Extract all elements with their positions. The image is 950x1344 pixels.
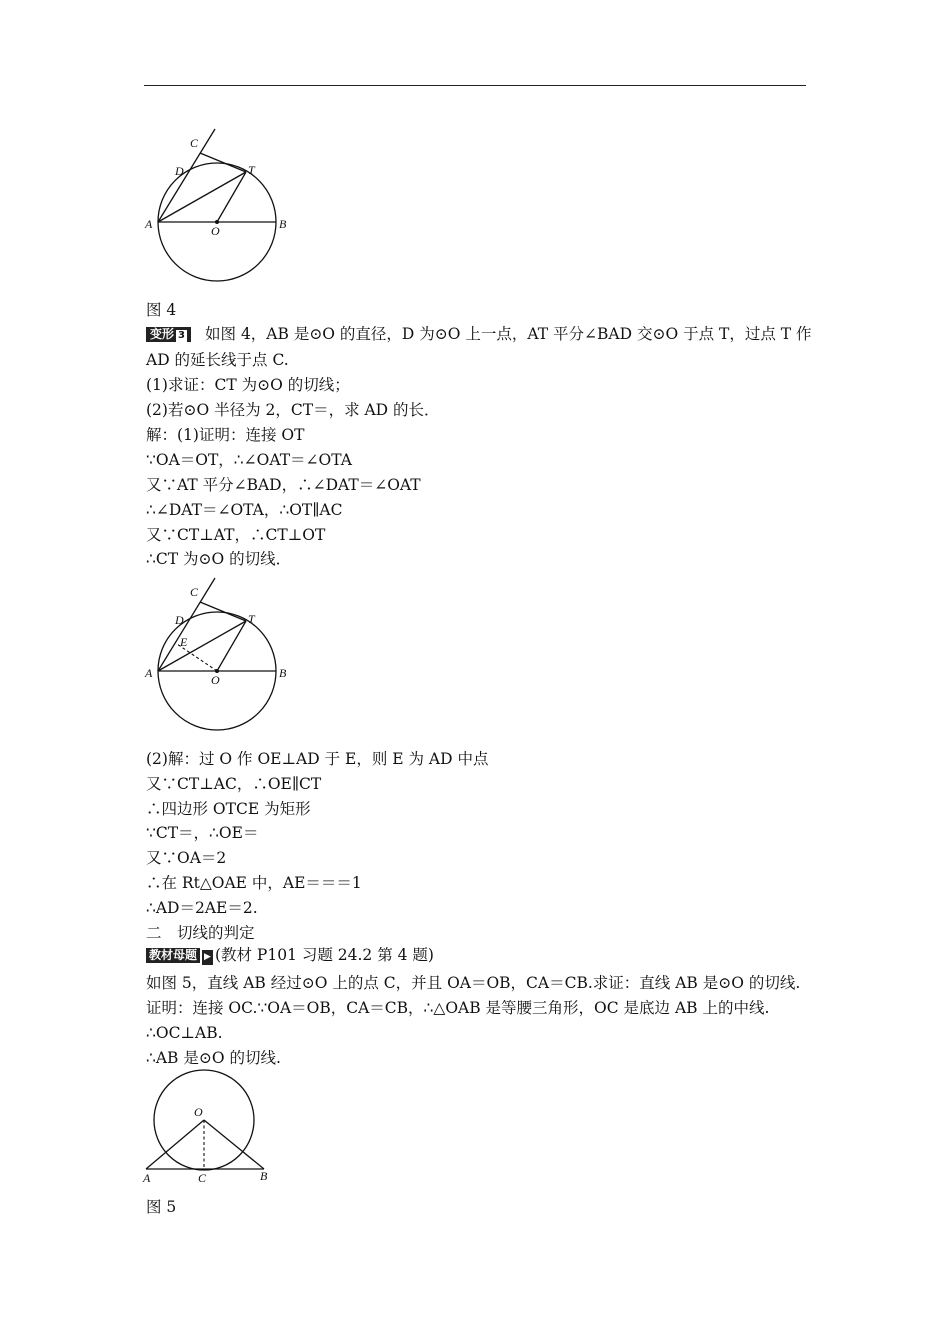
textbook-line-1: 证明：连接 OC.∵OA＝OB，CA＝CB，∴△OAB 是等腰三角形，OC 是底边 AB 上的中线. bbox=[146, 999, 770, 1017]
figure-5-diagram bbox=[140, 1068, 280, 1188]
problem-line-8: 又∵CT⊥AT，∴CT⊥OT bbox=[146, 526, 326, 544]
label-t: T bbox=[248, 163, 255, 177]
line-ac bbox=[158, 578, 215, 671]
section-title: 二 切线的判定 bbox=[146, 924, 255, 942]
figure-4-diagram bbox=[140, 125, 300, 290]
problem-line-0: 变形 3 如图 4，AB 是⊙O 的直径，D 为⊙O 上一点，AT 平分∠BAD 交⊙O 于点 T，过点 T 作 bbox=[146, 324, 812, 344]
problem-line-6: 又∵AT 平分∠BAD，∴∠DAT＝∠OAT bbox=[146, 476, 421, 494]
label-c: C bbox=[190, 585, 199, 599]
label-d: D bbox=[175, 613, 184, 627]
label-t: T bbox=[248, 612, 255, 626]
solution2-line-6: ∴AD＝2AE＝2. bbox=[146, 899, 258, 917]
textbook-line-0: 如图 5，直线 AB 经过⊙O 上的点 C，并且 OA＝OB，CA＝CB.求证：直线 AB 是⊙O 的切线. bbox=[146, 974, 801, 992]
problem-line-9: ∴CT 为⊙O 的切线． bbox=[146, 550, 292, 568]
label-c: C bbox=[198, 1171, 207, 1185]
textbook-badge: 教材母题 bbox=[146, 948, 200, 963]
label-b: B bbox=[260, 1169, 268, 1183]
label-a: A bbox=[143, 1171, 151, 1185]
problem-line-4: 解：(1)证明：连接 OT bbox=[146, 426, 305, 444]
label-b: B bbox=[279, 217, 287, 231]
label-a: A bbox=[145, 217, 153, 231]
line-ct bbox=[200, 153, 246, 172]
line-at bbox=[158, 172, 246, 222]
line-ob bbox=[204, 1120, 264, 1169]
solution2-line-4: 又∵OA＝2 bbox=[146, 849, 227, 867]
label-o: O bbox=[211, 224, 220, 238]
solution2-line-1: 又∵CT⊥AC，∴OE∥CT bbox=[146, 775, 322, 793]
figure-e-diagram bbox=[140, 574, 300, 739]
solution2-line-0: (2)解：过 O 作 OE⊥AD 于 E，则 E 为 AD 中点 bbox=[146, 750, 489, 768]
play-arrow-icon: ▶ bbox=[202, 950, 213, 965]
textbook-line-3: ∴AB 是⊙O 的切线. bbox=[146, 1049, 281, 1067]
line-ct bbox=[200, 602, 246, 621]
figure-4-caption: 图 4 bbox=[146, 301, 177, 319]
label-c: C bbox=[190, 136, 199, 150]
line-at bbox=[158, 621, 246, 671]
solution2-line-3: ∵CT＝，∴OE＝ bbox=[146, 824, 259, 842]
label-o: O bbox=[211, 673, 220, 687]
problem-line-1: AD 的延长线于点 C. bbox=[146, 351, 289, 369]
figure-5-caption: 图 5 bbox=[146, 1198, 177, 1216]
textbook-source-line: 教材母题 ▶ (教材 P101 习题 24.2 第 4 题) bbox=[146, 945, 434, 965]
header-rule bbox=[144, 85, 806, 86]
label-e: E bbox=[180, 635, 188, 649]
solution2-line-5: ∴在 Rt△OAE 中，AE＝＝＝1 bbox=[146, 874, 362, 892]
solution2-line-2: ∴四边形 OTCE 为矩形 bbox=[146, 800, 311, 818]
textbook-line-2: ∴OC⊥AB. bbox=[146, 1024, 223, 1042]
variant-badge: 变形 3 bbox=[146, 327, 191, 342]
line-ac bbox=[158, 129, 215, 222]
problem-line-5: ∵OA＝OT，∴∠OAT＝∠OTA bbox=[146, 451, 352, 469]
problem-line-3: (2)若⊙O 半径为 2，CT＝，求 AD 的长． bbox=[146, 401, 440, 419]
label-o: O bbox=[194, 1105, 203, 1119]
problem-line-2: (1)求证：CT 为⊙O 的切线； bbox=[146, 376, 350, 394]
problem-line-7: ∴∠DAT＝∠OTA，∴OT∥AC bbox=[146, 501, 343, 519]
label-d: D bbox=[175, 164, 184, 178]
label-b: B bbox=[279, 666, 287, 680]
label-a: A bbox=[145, 666, 153, 680]
